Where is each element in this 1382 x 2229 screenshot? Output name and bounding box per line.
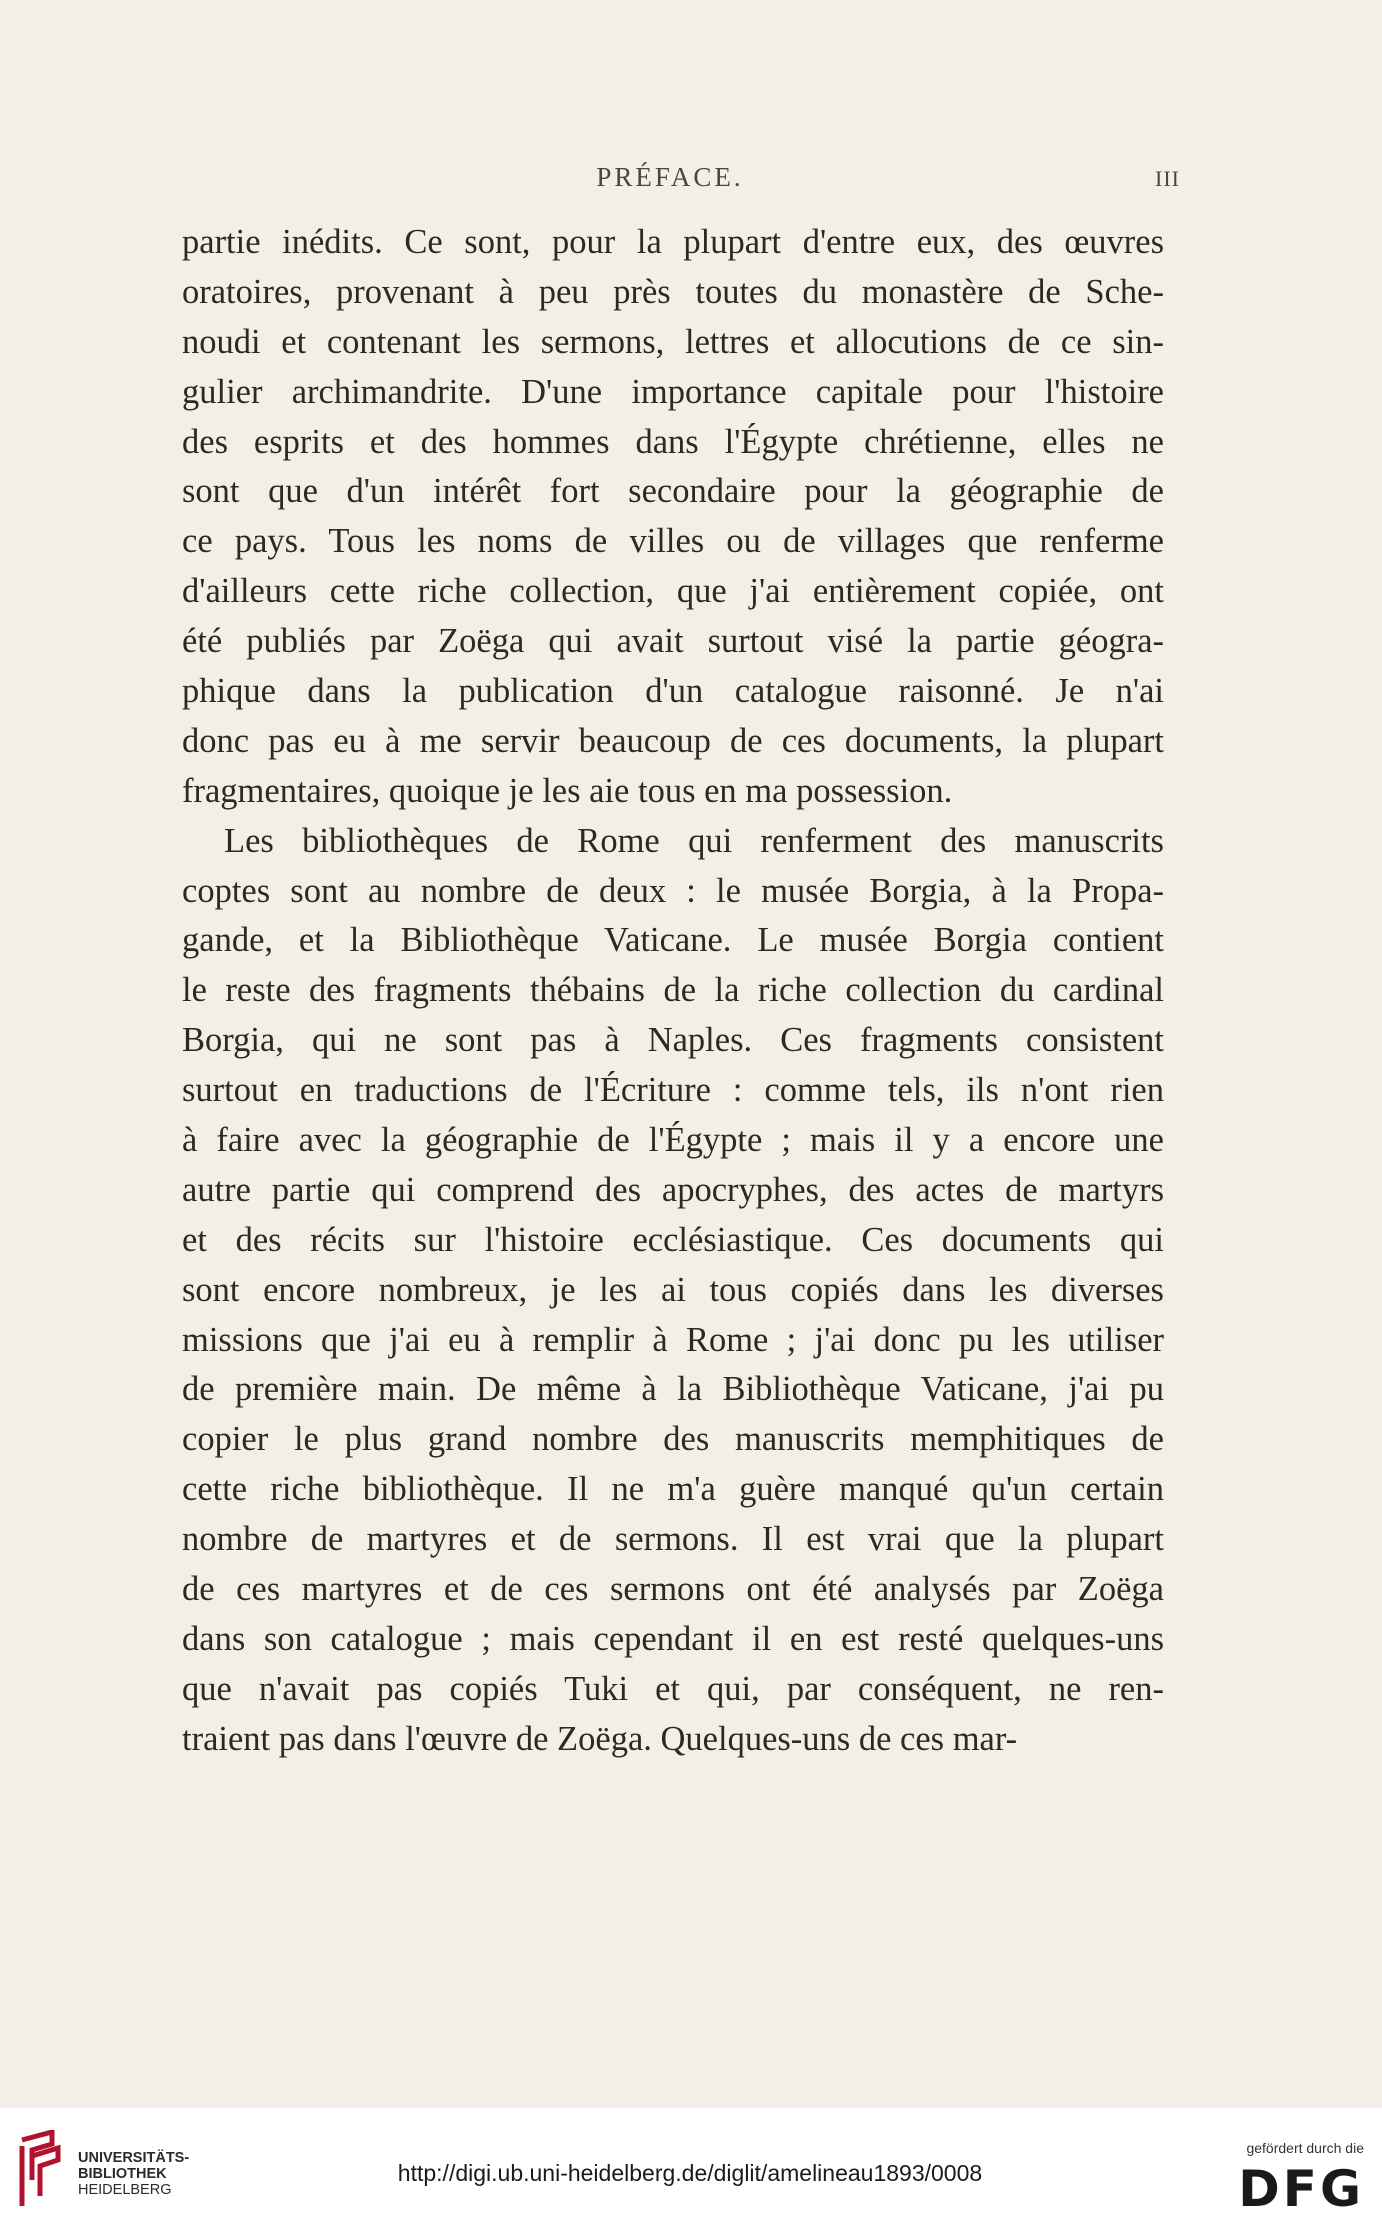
body-text: [182, 218, 1164, 1765]
text-line: d'ailleurs cette riche collection, que j'ai entièrement copiée, ont: [182, 572, 1164, 611]
text-line: de ces martyres et de ces sermons ont été analysés par Zoëga: [182, 1570, 1164, 1609]
text-line: que n'avait pas copiés Tuki et qui, par conséquent, ne ren-: [182, 1669, 1164, 1708]
text-line: sont que d'un intérêt fort secondaire pour la géographie de: [182, 472, 1164, 511]
library-name: [78, 2150, 189, 2198]
text-line: fragmentaires, quoique je les aie tous en ma possession.: [182, 771, 953, 810]
text-line: de première main. De même à la Bibliothèque Vaticane, j'ai pu: [182, 1370, 1164, 1409]
text-line: Borgia, qui ne sont pas à Naples. Ces fragments consistent: [182, 1021, 1164, 1060]
text-line: le reste des fragments thébains de la riche collection du cardinal: [182, 971, 1164, 1010]
library-name-line-3: HEIDELBERG: [78, 2182, 172, 2198]
text-line: partie inédits. Ce sont, pour la plupart d'entre eux, des œuvres: [182, 223, 1164, 261]
text-line: des esprits et des hommes dans l'Égypte chrétienne, elles ne: [182, 422, 1164, 461]
text-line: copier le plus grand nombre des manuscrits memphitiques de: [182, 1420, 1164, 1459]
running-head: [160, 162, 1180, 204]
text-line: ce pays. Tous les noms de villes ou de villages que renferme: [182, 522, 1164, 561]
library-name-line-1: UNIVERSITÄTS-: [78, 2150, 190, 2166]
text-line: autre partie qui comprend des apocryphes, des actes de martyrs: [182, 1170, 1164, 1209]
text-line: sont encore nombreux, je les ai tous copiés dans les diverses: [182, 1270, 1164, 1309]
text-line: coptes sont au nombre de deux : le musée Borgia, à la Propa-: [182, 871, 1164, 910]
text-line: et des récits sur l'histoire ecclésiastique. Ces documents qui: [182, 1220, 1164, 1259]
text-line: traient pas dans l'œuvre de Zoëga. Quelques-uns de ces mar-: [182, 1719, 1018, 1758]
text-line: Les bibliothèques de Rome qui renferment des manuscrits: [224, 821, 1164, 860]
text-line: donc pas eu à me servir beaucoup de ces documents, la plupart: [182, 721, 1164, 760]
permalink-url[interactable]: http://digi.ub.uni-heidelberg.de/diglit/amelineau1893/0008: [397, 2160, 983, 2186]
text-line: nombre de martyres et de sermons. Il est vrai que la plupart: [182, 1520, 1164, 1559]
text-line: missions que j'ai eu à remplir à Rome ; j'ai donc pu les utiliser: [182, 1320, 1164, 1359]
text-line: gulier archimandrite. D'une importance capitale pour l'histoire: [182, 372, 1164, 411]
paragraph-1: [182, 218, 1164, 817]
paragraph-2: [182, 817, 1164, 1765]
running-title: PRÉFACE.: [596, 162, 744, 192]
funding-caption: gefördert durch die: [1246, 2140, 1364, 2156]
library-name-line-2: BIBLIOTHEK: [78, 2166, 167, 2182]
text-line: cette riche bibliothèque. Il ne m'a guère manqué qu'un certain: [182, 1470, 1164, 1509]
text-line: dans son catalogue ; mais cependant il en est resté quelques-uns: [182, 1619, 1164, 1658]
text-line: surtout en traductions de l'Écriture : comme tels, ils n'ont rien: [182, 1071, 1164, 1110]
dfg-logo: DFG: [1238, 2160, 1364, 2218]
text-line: gande, et la Bibliothèque Vaticane. Le musée Borgia contient: [182, 921, 1164, 960]
university-library-logo-icon: [14, 2130, 66, 2208]
text-line: été publiés par Zoëga qui avait surtout visé la partie géogra-: [182, 622, 1164, 661]
text-line: noudi et contenant les sermons, lettres et allocutions de ce sin-: [182, 322, 1164, 361]
footer-bar: [0, 2108, 1382, 2229]
text-line: oratoires, provenant à peu près toutes du monastère de Sche-: [182, 272, 1164, 311]
text-line: à faire avec la géographie de l'Égypte ; mais il y a encore une: [182, 1121, 1164, 1160]
page-number: III: [1155, 166, 1180, 191]
text-line: phique dans la publication d'un catalogue raisonné. Je n'ai: [182, 672, 1164, 711]
